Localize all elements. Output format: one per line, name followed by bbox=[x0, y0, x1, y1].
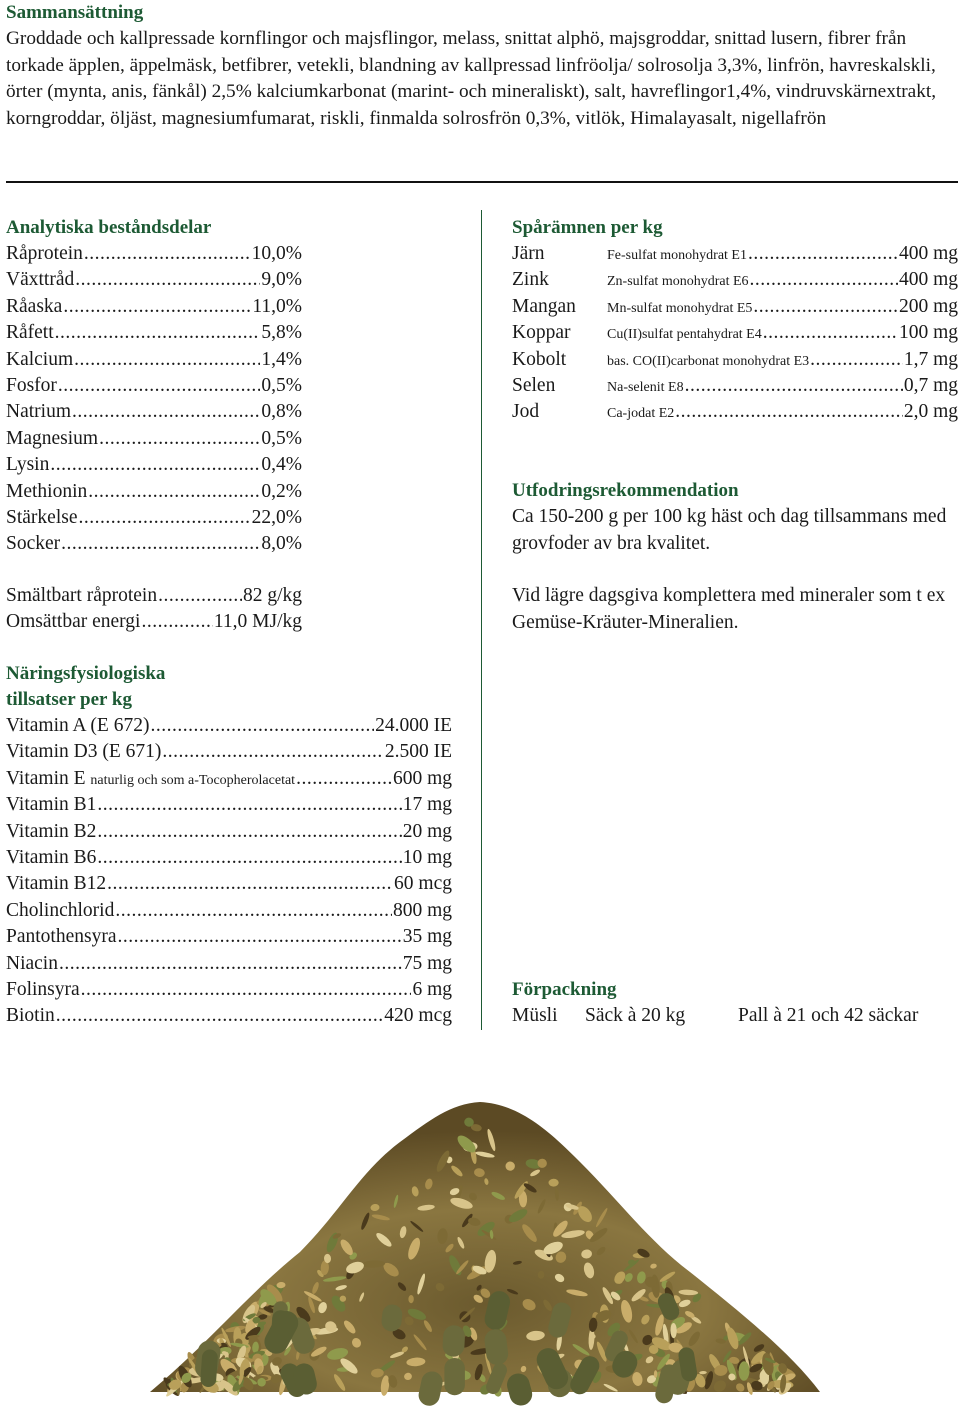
trace-row bbox=[512, 347, 958, 373]
muesli-pellet bbox=[444, 1358, 465, 1395]
trace-element: Järn bbox=[512, 243, 545, 264]
dot-leader bbox=[88, 479, 260, 505]
trace-element: Zink bbox=[512, 269, 549, 291]
trace-value: 400 mg bbox=[898, 243, 958, 264]
additive-label-wrap bbox=[6, 977, 80, 1003]
analytic-row bbox=[6, 452, 302, 478]
trace-list bbox=[512, 241, 958, 426]
spacer bbox=[6, 558, 302, 583]
packaging-sack: Säck à 20 kg bbox=[585, 1005, 686, 1026]
spacer bbox=[512, 557, 952, 583]
trace-compound: Na-selenit E8 bbox=[607, 379, 684, 395]
additive-label: Niacin bbox=[6, 952, 58, 974]
composition-text: Groddade och kallpressade kornflingor och majsflingor, melass, snittat alphö, majsgroddar, snittad lusern, fibrer från torkade äpplen, äppelmäsk, betfibrer, vetekli, blandning av kallpressad linfröolja/ solrosolja 3,3%, linfrön, havreskalskli, örter (mynta, anis, fänkål) 2,5% kalciumkarbonat (marint- och mineraliskt), salt, havreflingor1,4%, vindruvskärnextrakt, korngroddar, öljäst, magnesiumfumarat, riskli, finmalda solrosfrön 0,3%, vitlök, Himalayasalt, nigellafrön bbox=[6, 28, 937, 129]
trace-compound: Mn-sulfat monohydrat E5 bbox=[607, 300, 753, 316]
additive-row bbox=[6, 871, 452, 897]
trace-compound: Fe-sulfat monohydrat E1 bbox=[607, 248, 747, 263]
dot-leader bbox=[107, 871, 393, 897]
additives-heading-line1: Näringsfysiologiska bbox=[6, 663, 166, 684]
analytic-value: 11,0% bbox=[252, 295, 302, 317]
trace-value: 200 mg bbox=[898, 295, 958, 317]
additive-row bbox=[6, 924, 452, 950]
composition-heading: Sammansättning bbox=[6, 2, 144, 23]
analytic-row bbox=[6, 320, 302, 346]
additive-label-wrap bbox=[6, 951, 58, 977]
dot-leader bbox=[97, 819, 401, 845]
additive-label-wrap bbox=[6, 766, 295, 794]
additive-value: 60 mcg bbox=[394, 873, 452, 895]
additive-label: Biotin bbox=[6, 1005, 55, 1027]
feeding-heading: Utfodringsrekommendation bbox=[512, 480, 739, 501]
additive-label: Cholinchlorid bbox=[6, 899, 115, 921]
additives-list bbox=[6, 713, 452, 1030]
dot-leader bbox=[97, 792, 401, 818]
dot-leader bbox=[296, 766, 392, 792]
analytic-value: 1,4% bbox=[261, 348, 302, 370]
analytic-extra-label: Omsättbar energi bbox=[6, 611, 141, 633]
analytic-value: 0,5% bbox=[261, 374, 302, 396]
additive-label: Vitamin E bbox=[6, 767, 91, 789]
analytic-row bbox=[6, 426, 302, 452]
analytic-value: 10,0% bbox=[251, 243, 302, 264]
trace-compound: Zn-sulfat monohydrat E6 bbox=[607, 274, 749, 290]
analytic-label: Råfett bbox=[6, 322, 54, 344]
additive-label: Pantothensyra bbox=[6, 926, 117, 948]
horizontal-divider bbox=[6, 181, 958, 183]
analytic-label: Fosfor bbox=[6, 374, 57, 396]
analytic-value: 0,8% bbox=[261, 401, 302, 423]
analytic-row bbox=[6, 479, 302, 505]
analytic-heading: Analytiska beståndsdelar bbox=[6, 217, 212, 238]
additive-row bbox=[6, 766, 452, 792]
analytic-row bbox=[6, 399, 302, 425]
dot-leader bbox=[84, 241, 251, 267]
trace-row bbox=[512, 373, 958, 399]
trace-row bbox=[512, 320, 958, 346]
analytic-label: Socker bbox=[6, 533, 61, 555]
dot-leader bbox=[753, 294, 898, 320]
analytic-value: 8,0% bbox=[261, 533, 302, 555]
analytic-label: Råprotein bbox=[6, 243, 83, 264]
dot-leader bbox=[141, 609, 212, 635]
trace-heading: Spårämnen per kg bbox=[512, 217, 663, 238]
analytic-label: Växttråd bbox=[6, 269, 75, 291]
trace-compound: bas. CO(II)carbonat monohydrat E3 bbox=[607, 353, 810, 369]
packaging-pallet: Pall à 21 och 42 säckar bbox=[738, 1005, 919, 1026]
dot-leader bbox=[74, 347, 260, 373]
dot-leader bbox=[78, 505, 250, 531]
dot-leader bbox=[63, 294, 251, 320]
packaging-section bbox=[512, 977, 957, 1030]
trace-value: 1,7 mg bbox=[903, 348, 958, 370]
additive-label: Vitamin A (E 672) bbox=[6, 715, 150, 736]
additive-label-wrap bbox=[6, 792, 96, 818]
analytic-row bbox=[6, 241, 302, 267]
analytic-row bbox=[6, 373, 302, 399]
additive-value: 2.500 IE bbox=[384, 741, 452, 763]
additives-heading-line2: tillsatser per kg bbox=[6, 689, 132, 710]
dot-leader bbox=[72, 399, 260, 425]
analytic-label: Methionin bbox=[6, 480, 88, 502]
packaging-product: Müsli bbox=[512, 1005, 558, 1026]
dot-leader bbox=[158, 583, 242, 609]
analytic-row bbox=[6, 294, 302, 320]
dot-leader bbox=[162, 739, 384, 765]
analytic-label: Råaska bbox=[6, 295, 63, 317]
dot-leader bbox=[685, 373, 903, 399]
trace-compound: Cu(II)sulfat pentahydrat E4 bbox=[607, 327, 762, 343]
additive-value: 35 mg bbox=[402, 926, 452, 948]
additive-label-wrap bbox=[6, 924, 116, 950]
trace-value: 100 mg bbox=[898, 322, 958, 344]
additive-label: Vitamin B2 bbox=[6, 820, 97, 842]
additive-label: Folinsyra bbox=[6, 978, 80, 1000]
additive-row bbox=[6, 977, 452, 1003]
analytic-row bbox=[6, 347, 302, 373]
analytic-extra-value: 11,0 MJ/kg bbox=[213, 611, 302, 633]
muesli-pellet bbox=[200, 1349, 218, 1388]
feeding-text-2: Vid lägre dagsgiva komplettera med mineraler som t ex Gemüse-Kräuter-Mineralien. bbox=[512, 585, 946, 633]
trace-row bbox=[512, 399, 958, 425]
analytic-label: Magnesium bbox=[6, 427, 99, 449]
dot-leader bbox=[75, 267, 260, 293]
analytic-value: 0,2% bbox=[261, 480, 302, 502]
analytic-label: Kalcium bbox=[6, 348, 74, 370]
packaging-row bbox=[512, 1003, 957, 1030]
trace-section bbox=[512, 215, 958, 426]
dot-leader bbox=[115, 898, 392, 924]
analytic-value: 5,8% bbox=[261, 322, 302, 344]
additive-value: 6 mg bbox=[412, 978, 452, 1000]
dot-leader bbox=[56, 1003, 384, 1029]
additive-row bbox=[6, 739, 452, 765]
analytic-value: 0,4% bbox=[261, 454, 302, 476]
additive-value: 800 mg bbox=[392, 899, 452, 921]
analytic-value: 9,0% bbox=[261, 269, 302, 291]
trace-compound: Ca-jodat E2 bbox=[607, 406, 675, 422]
dot-leader bbox=[58, 373, 260, 399]
additive-label-wrap bbox=[6, 819, 96, 845]
trace-value: 0,7 mg bbox=[903, 374, 958, 396]
analytic-row bbox=[6, 531, 302, 557]
dot-leader bbox=[61, 531, 260, 557]
additive-row bbox=[6, 1003, 452, 1029]
additive-value: 600 mg bbox=[392, 767, 452, 789]
analytic-row bbox=[6, 267, 302, 293]
additive-value: 420 mcg bbox=[384, 1005, 452, 1027]
analytic-list bbox=[6, 241, 302, 558]
vertical-divider bbox=[481, 210, 482, 1030]
analytic-extra-list bbox=[6, 583, 302, 636]
additive-label: Vitamin D3 (E 671) bbox=[6, 741, 162, 763]
analytic-extra-row bbox=[6, 583, 302, 609]
trace-row bbox=[512, 241, 958, 267]
analytic-label: Lysin bbox=[6, 454, 50, 476]
feeding-text-1: Ca 150-200 g per 100 kg häst och dag tillsammans med grovfoder av bra kvalitet. bbox=[512, 506, 947, 554]
dot-leader bbox=[55, 320, 261, 346]
dot-leader bbox=[675, 399, 903, 425]
additive-row bbox=[6, 819, 452, 845]
additives-section bbox=[6, 661, 452, 1030]
dot-leader bbox=[750, 267, 898, 293]
trace-element: Jod bbox=[512, 401, 540, 423]
trace-element: Selen bbox=[512, 374, 556, 396]
additive-value: 10 mg bbox=[402, 846, 452, 868]
trace-element: Koppar bbox=[512, 322, 571, 344]
analytic-extra-label: Smältbart råprotein bbox=[6, 584, 158, 606]
additive-note: naturlig och som a-Tocopherolacetat bbox=[90, 772, 296, 788]
additive-row bbox=[6, 845, 452, 871]
trace-row bbox=[512, 267, 958, 293]
dot-leader bbox=[117, 924, 401, 950]
additive-label-wrap bbox=[6, 845, 96, 871]
muesli-flake bbox=[506, 1162, 515, 1171]
trace-element: Kobolt bbox=[512, 348, 567, 370]
additive-label-wrap bbox=[6, 871, 106, 897]
analytic-label: Stärkelse bbox=[6, 506, 78, 528]
additive-row bbox=[6, 792, 452, 818]
additive-value: 20 mg bbox=[402, 820, 452, 842]
packaging-heading: Förpackning bbox=[512, 979, 617, 1000]
analytic-extra-value: 82 g/kg bbox=[242, 584, 302, 606]
trace-value: 2,0 mg bbox=[903, 401, 958, 423]
trace-element: Mangan bbox=[512, 295, 576, 317]
additive-value: 24.000 IE bbox=[375, 715, 452, 736]
feeding-section bbox=[512, 478, 952, 636]
dot-leader bbox=[59, 951, 402, 977]
analytic-extra-row bbox=[6, 609, 302, 635]
additive-row bbox=[6, 898, 452, 924]
analytic-value: 22,0% bbox=[251, 506, 302, 528]
trace-row bbox=[512, 294, 958, 320]
composition-section bbox=[6, 0, 951, 132]
additive-value: 75 mg bbox=[402, 952, 452, 974]
trace-value: 400 mg bbox=[898, 269, 958, 291]
additive-row bbox=[6, 713, 452, 739]
dot-leader bbox=[99, 426, 260, 452]
dot-leader bbox=[97, 845, 401, 871]
analytic-label: Natrium bbox=[6, 401, 71, 423]
additive-value: 17 mg bbox=[402, 794, 452, 816]
additive-label-wrap bbox=[6, 739, 161, 765]
analytic-value: 0,5% bbox=[261, 427, 302, 449]
muesli-pile-image bbox=[130, 1092, 830, 1406]
additive-label-wrap bbox=[6, 713, 149, 739]
analytic-section bbox=[6, 215, 302, 635]
additive-label-wrap bbox=[6, 898, 114, 924]
muesli-flake bbox=[654, 1370, 657, 1378]
dot-leader bbox=[763, 320, 898, 346]
additive-label-wrap bbox=[6, 1003, 55, 1029]
dot-leader bbox=[748, 241, 898, 267]
dot-leader bbox=[50, 452, 260, 478]
muesli-pellet bbox=[442, 1325, 465, 1357]
additive-label: Vitamin B1 bbox=[6, 794, 97, 816]
additive-row bbox=[6, 951, 452, 977]
analytic-row bbox=[6, 505, 302, 531]
dot-leader bbox=[810, 347, 903, 373]
additive-label: Vitamin B12 bbox=[6, 873, 107, 895]
additive-label: Vitamin B6 bbox=[6, 846, 97, 868]
dot-leader bbox=[150, 713, 374, 739]
dot-leader bbox=[81, 977, 412, 1003]
